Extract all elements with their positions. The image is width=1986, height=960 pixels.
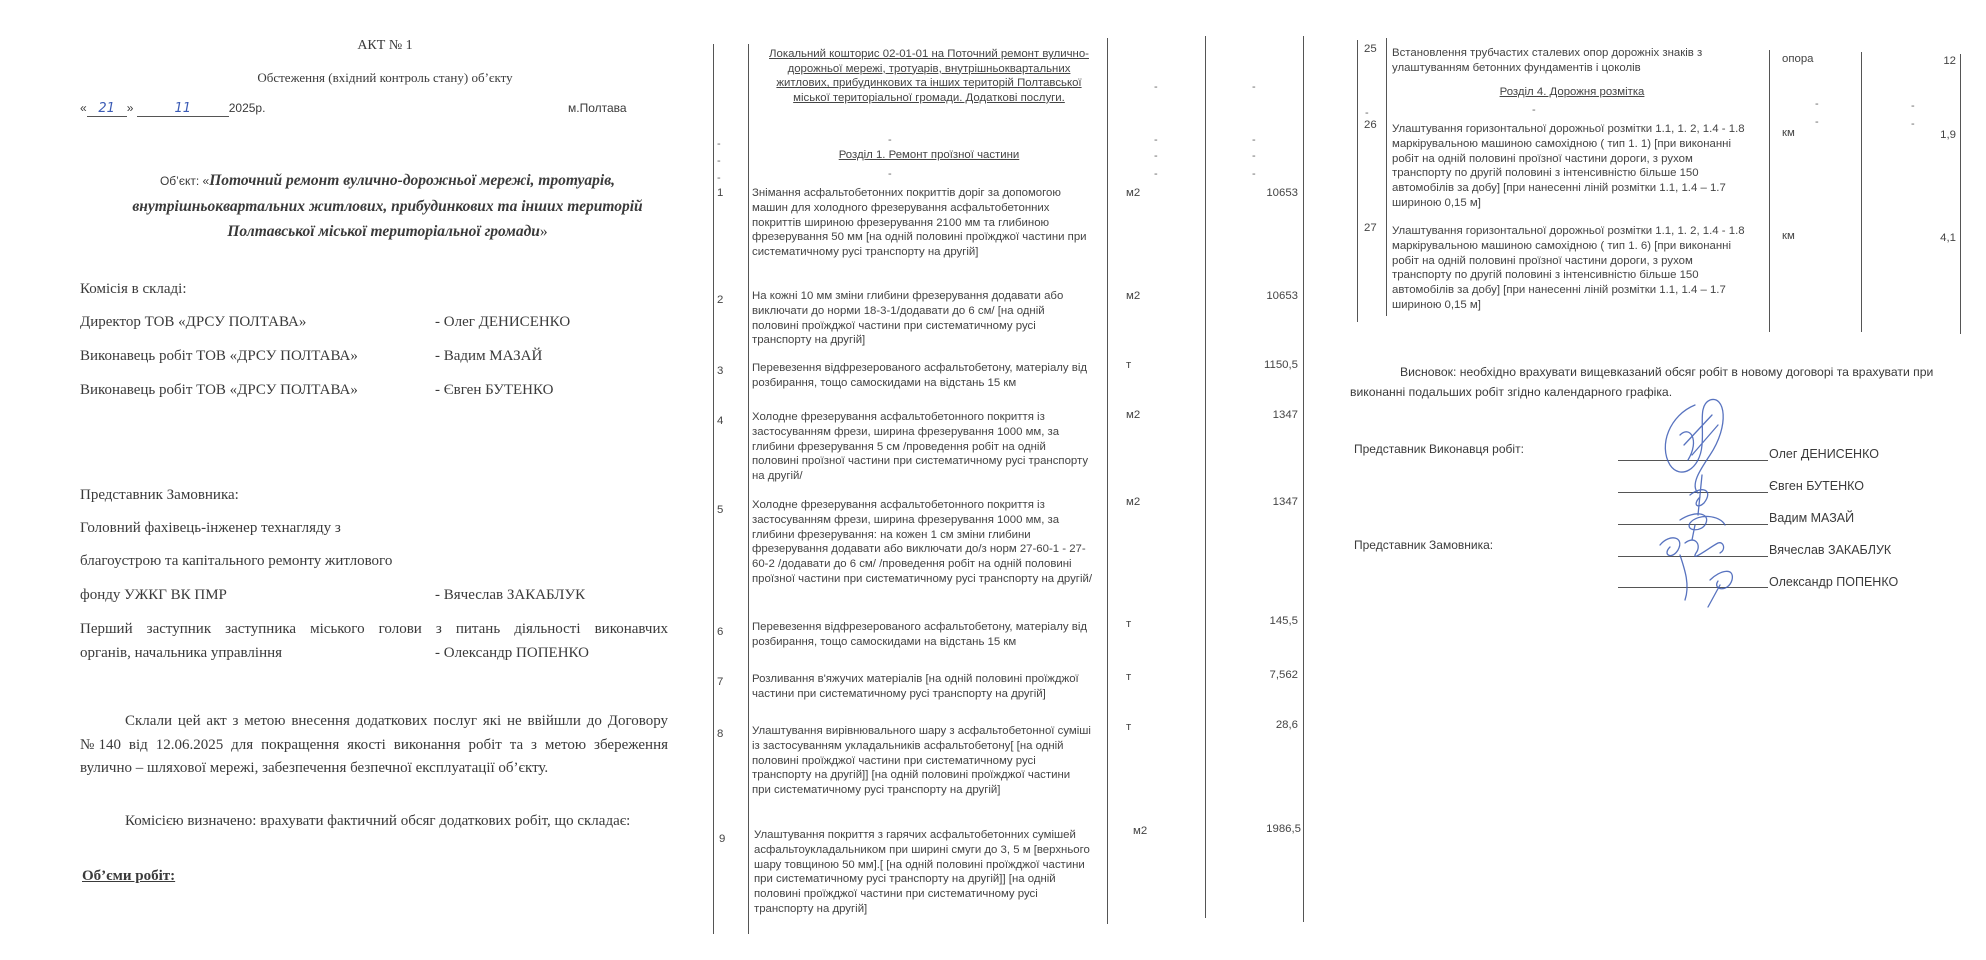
- dash: -: [1911, 118, 1915, 130]
- commission-position-2: Виконавець робіт ТОВ «ДРСУ ПОЛТАВА»: [80, 348, 358, 364]
- contractor-rep-label: Представник Виконавця робіт:: [1354, 442, 1524, 456]
- signature-butenko: [1690, 475, 1708, 515]
- signature-zakabluk: [1660, 538, 1724, 600]
- dash: -: [1154, 134, 1158, 146]
- row-no: 27: [1364, 222, 1377, 234]
- commission-title: Комісія в складі:: [80, 281, 187, 297]
- row-desc: Розливання в'яжучих матеріалів [на одній половині проїжджої частини при систематичному русі транспорту на другій]: [752, 673, 1079, 700]
- signature-denysenko: [1665, 399, 1723, 493]
- signatory-name: Вячеслав ЗАКАБЛУК: [1769, 543, 1892, 557]
- dash: -: [1815, 116, 1819, 128]
- row-unit: опора: [1782, 53, 1814, 65]
- object-label: Об’єкт: «: [159, 174, 210, 188]
- signatory-name: Олег ДЕНИСЕНКО: [1769, 447, 1879, 461]
- row-no: 26: [1364, 119, 1377, 131]
- customer-name-2: - Олександр ПОПЕНКО: [435, 645, 589, 661]
- row-qty: 28,6: [1275, 719, 1298, 731]
- signature-popenko: [1708, 571, 1732, 607]
- act-city: м.Полтава: [568, 101, 627, 115]
- dash: -: [1532, 104, 1536, 116]
- table-border-left: [713, 44, 714, 934]
- commission-name-1: - Олег ДЕНИСЕНКО: [435, 314, 571, 330]
- row-unit: м2: [1126, 496, 1141, 508]
- row-desc: Улаштування вирівнювального шару з асфальтобетонної суміші із застосуванням укладальників асфальтобетону[ [на одній половині проїжджої частини при систематичному русі транспорту на другій]] [на одній половині проїжджої частини при систематичному русі транспорту на другій]: [752, 725, 1091, 797]
- row-no: 8: [717, 728, 724, 740]
- act-subtitle: Обстеження (вхідний контроль стану) об’єкту: [257, 70, 513, 85]
- paragraph-purpose-text: Склали цей акт з метою внесення додаткових послуг які не ввійшли до Договору №140 від 12.06.2025 для покращення якості виконання робіт та з метою збереження вулично – шляхової мережі, забезпечення безпечної експлуатації об’єкту.: [80, 713, 668, 776]
- row-unit: т: [1126, 618, 1132, 630]
- row-unit: м2: [1133, 825, 1148, 837]
- dash: -: [1154, 81, 1158, 93]
- row-no: 25: [1364, 43, 1377, 55]
- commission-name-3: - Євген БУТЕНКО: [435, 382, 554, 398]
- conclusion-text: Висновок: необхідно врахувати вищевказаний обсяг робіт в новому договорі та врахувати при виконанні подальших робіт згідно календарного графіка.: [1350, 365, 1934, 399]
- row-no: 1: [717, 187, 724, 199]
- row-unit: т: [1126, 671, 1132, 683]
- customer-name-1: - Вячеслав ЗАКАБЛУК: [435, 587, 586, 603]
- dash: -: [1911, 100, 1915, 112]
- act-object: [100, 168, 675, 244]
- table-divider-no: [1386, 38, 1387, 316]
- row-no: 7: [717, 676, 724, 688]
- table-divider-unit: [1205, 36, 1206, 918]
- customer-line-2: благоустрою та капітального ремонту житлового: [80, 553, 393, 569]
- row-qty: 10653: [1266, 290, 1298, 302]
- commission-name-2: - Вадим МАЗАЙ: [435, 348, 543, 364]
- volumes-title: Об’єми робіт:: [82, 868, 176, 884]
- dash: -: [888, 168, 892, 180]
- table-border-left: [1357, 40, 1358, 322]
- table-border-right: [1303, 36, 1304, 922]
- table-border-right: [1960, 54, 1961, 334]
- signatory-name: Олександр ПОПЕНКО: [1769, 575, 1899, 589]
- row-desc: Знімання асфальтобетонних покриттів доріг за допомогою машин для холодного фрезерування асфальтобетонних покриттів шириною фрезерування 2100 мм та глибиною фрезерування 50 мм [на одній половині проїжджої частини при систематичному русі транспорту на другій]: [752, 187, 1087, 259]
- section-1-title: Розділ 1. Ремонт проїзної частини: [838, 149, 1020, 161]
- row-desc: Встановлення трубчастих сталевих опор дорожніх знаків з улаштуванням бетонних фундаментів і цоколів: [1392, 47, 1703, 74]
- date-month: 11: [137, 101, 229, 117]
- dash: -: [717, 155, 721, 167]
- row-qty: 1150,5: [1264, 359, 1298, 371]
- customer-title: Представник Замовника:: [80, 487, 239, 503]
- table-divider-unit: [1861, 52, 1862, 332]
- row-desc: Перевезення відфрезерованого асфальтобетону, матеріалу від розбирання, тощо самоскидами на відстань 15 км: [752, 621, 1088, 648]
- dash: -: [1365, 107, 1369, 119]
- signatory-name: Вадим МАЗАЙ: [1769, 511, 1855, 525]
- dash: -: [1252, 168, 1256, 180]
- row-desc: Улаштування горизонтальної дорожньої розмітки 1.1, 1. 2, 1.4 - 1.8 маркірувальною машиною самохідною ( тип 1. 1) [при виконанні робіт на одній половині проїзної частини дороги, з рухом транспорту по другій половині з інтенсивністю більше 150 автомобілів за добу] [при нанесенні ліній розмітки 1.1, 1.4 – 1.7 шириною 0,15 м]: [1392, 123, 1745, 209]
- date-quote-open: «: [80, 101, 87, 115]
- date-quote-close: »: [126, 101, 134, 115]
- row-qty: 12: [1943, 55, 1956, 67]
- row-qty: 7,562: [1269, 669, 1298, 681]
- row-desc: На кожні 10 мм зміни глибини фрезерування додавати або виключати до норми 18-3-1/додавати до 6 см/ [на одній половині проїжджої частини при систематичному русі транспорту на другій]: [752, 290, 1064, 347]
- section-4-title: Розділ 4. Дорожня розмітка: [1499, 86, 1645, 98]
- dash: -: [717, 138, 721, 150]
- row-unit: т: [1126, 359, 1132, 371]
- row-qty: 4,1: [1940, 232, 1956, 244]
- dash: -: [1815, 98, 1819, 110]
- row-qty: 145,5: [1269, 615, 1298, 627]
- dash: -: [1252, 81, 1256, 93]
- object-close: »: [539, 223, 548, 240]
- table-divider-desc: [1769, 50, 1770, 332]
- act-date: [80, 101, 265, 117]
- table-divider-desc: [1107, 38, 1108, 924]
- row-no: 3: [717, 365, 724, 377]
- row-no: 4: [717, 415, 724, 427]
- dash: -: [717, 172, 721, 184]
- row-unit: т: [1126, 721, 1132, 733]
- signatory-name: Євген БУТЕНКО: [1769, 479, 1864, 493]
- row-qty: 10653: [1266, 187, 1298, 199]
- customer-rep-label: Представник Замовника:: [1354, 538, 1494, 552]
- table-divider-no: [748, 44, 749, 934]
- dash: -: [1252, 134, 1256, 146]
- date-day: 21: [87, 101, 127, 117]
- customer-line-1: Головний фахівець-інженер технагляду з: [80, 520, 341, 536]
- row-qty: 1,9: [1940, 129, 1956, 141]
- act-page: [0, 0, 690, 960]
- row-desc: Холодне фрезерування асфальтобетонного покриття із застосуванням фрези, ширина фрезерування 1000 мм, за глибини фрезерування: на кожен 1 см зміни глибини фрезерування додавати або виключати до/з норм 27-60-1 - 27-60-2 /додавати до 6 см/ /проведення робіт на одній половині проїзної частини при систематичному русі транспорту на другій/: [752, 499, 1093, 585]
- row-no: 9: [719, 833, 726, 845]
- row-no: 6: [717, 626, 724, 638]
- row-unit: км: [1782, 230, 1795, 242]
- signature-mazai: [1680, 514, 1725, 540]
- paragraph-decision: [80, 810, 668, 834]
- row-qty: 1347: [1272, 409, 1298, 421]
- row-desc: Улаштування горизонтальної дорожньої розмітки 1.1, 1. 2, 1.4 - 1.8 маркірувальною машиною самохідною ( тип 1. 6) [при виконанні робіт на одній половині проїзної частини дороги, з рухом транспорту по другій половині з інтенсивністю більше 150 автомобілів за добу] [при нанесенні ліній розмітки 1.1, 1.4 – 1.7 шириною 0,15 м]: [1392, 225, 1745, 311]
- deputy-line-1: Перший заступник заступника міського голови з питань діяльності виконавчих: [80, 621, 668, 637]
- paragraph-purpose: [80, 710, 668, 781]
- row-qty: 1347: [1272, 496, 1298, 508]
- dash: -: [1154, 150, 1158, 162]
- commission-position-1: Директор ТОВ «ДРСУ ПОЛТАВА»: [80, 314, 307, 330]
- dash: -: [888, 134, 892, 146]
- row-unit: м2: [1126, 290, 1141, 302]
- dash: -: [1154, 168, 1158, 180]
- estimate-header: Локальний кошторис 02-01-01 на Поточний ремонт вулично-дорожньої мережі, тротуарів, внутрішньоквартальних житлових, прибудинкових та інших територій Полтавської міської територіальної громади. Додаткові послуги.: [769, 48, 1089, 104]
- row-desc: Улаштування покриття з гарячих асфальтобетонних сумішей асфальтоукладальником при ширині смуги до 3, 5 м [верхнього шару товщиною 50 мм].[ [на одній половині проїжджої частини при систематичному русі транспорту на другій]] [на одній половині проїжджої частини при систематичному русі транспорту на другій]: [754, 829, 1090, 915]
- row-unit: км: [1782, 127, 1795, 139]
- handwritten-signatures: [1640, 385, 1770, 610]
- act-title: АКТ № 1: [357, 38, 413, 53]
- row-no: 2: [717, 294, 724, 306]
- deputy-line-2: органів, начальника управління: [80, 645, 283, 661]
- row-desc: Перевезення відфрезерованого асфальтобетону, матеріалу від розбирання, тощо самоскидами на відстань 15 км: [752, 362, 1088, 389]
- dash: -: [1252, 150, 1256, 162]
- date-year: 2025р.: [228, 101, 266, 115]
- row-unit: м2: [1126, 187, 1141, 199]
- object-name: Поточний ремонт вулично-дорожньої мережі, тротуарів, внутрішньоквартальних житлових, прибудинкових та інших територій Полтавської міської територіальної громади: [132, 172, 643, 240]
- row-desc: Холодне фрезерування асфальтобетонного покриття із застосуванням фрези, ширина фрезерування 1000 мм, за глибини фрезерування 5 см /проведення робіт на одній половині проїзної частини при систематичному русі транспорту на другій/: [752, 411, 1089, 483]
- row-unit: м2: [1126, 409, 1141, 421]
- commission-position-3: Виконавець робіт ТОВ «ДРСУ ПОЛТАВА»: [80, 382, 358, 398]
- row-no: 5: [717, 504, 724, 516]
- paragraph-decision-text: Комісією визначено: врахувати фактичний обсяг додаткових робіт, що складає:: [125, 813, 631, 829]
- customer-line-3: фонду УЖКГ ВК ПМР: [80, 587, 227, 603]
- row-qty: 1986,5: [1266, 823, 1301, 835]
